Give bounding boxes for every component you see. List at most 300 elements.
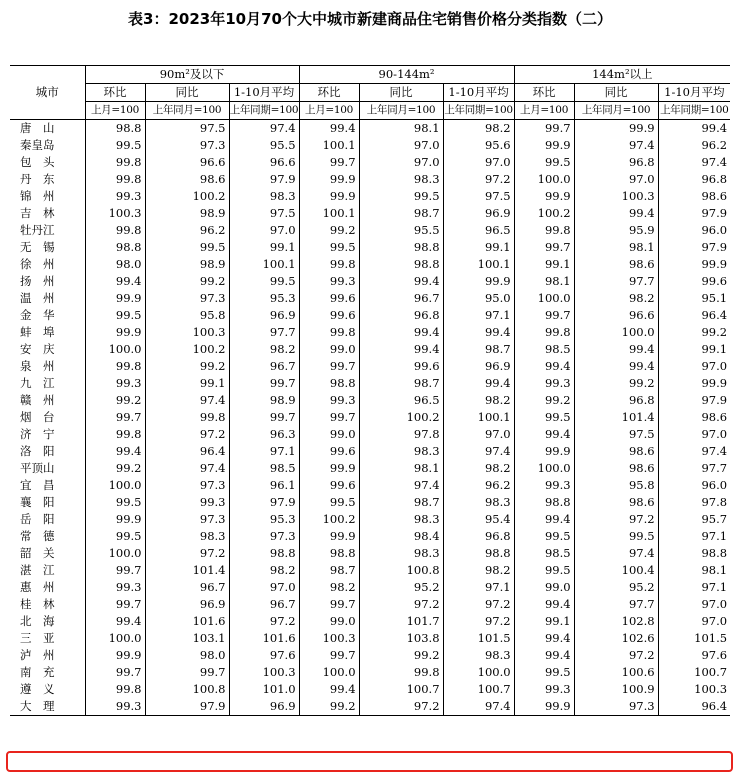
value-cell: 97.7 [658, 460, 730, 477]
value-cell: 99.7 [85, 562, 145, 579]
value-cell: 98.3 [359, 545, 443, 562]
city-column-header: 城市 [10, 66, 85, 120]
value-cell: 95.8 [145, 307, 229, 324]
value-cell: 97.5 [229, 205, 299, 222]
value-cell: 95.4 [443, 511, 514, 528]
value-cell: 99.4 [658, 120, 730, 138]
value-cell: 98.2 [443, 392, 514, 409]
value-cell: 97.2 [359, 596, 443, 613]
value-cell: 100.2 [514, 205, 574, 222]
value-cell: 97.0 [229, 579, 299, 596]
value-cell: 97.9 [658, 392, 730, 409]
city-name-cell: 扬 州 [20, 274, 55, 288]
value-cell: 99.2 [359, 647, 443, 664]
table-row [10, 562, 730, 579]
table-row [10, 596, 730, 613]
value-cell: 99.4 [85, 273, 145, 290]
page-title: 表3：2023年10月70个大中城市新建商品住宅销售价格分类指数（二） [128, 10, 612, 28]
value-cell: 97.0 [443, 426, 514, 443]
value-cell: 99.7 [85, 596, 145, 613]
city-name-cell: 唐 山 [20, 121, 55, 135]
value-cell: 96.9 [229, 307, 299, 324]
value-cell: 98.5 [229, 460, 299, 477]
value-cell: 98.4 [359, 528, 443, 545]
table-row [10, 579, 730, 596]
value-cell: 100.0 [514, 460, 574, 477]
value-cell: 100.3 [85, 205, 145, 222]
value-cell: 99.8 [145, 409, 229, 426]
city-name-cell: 遵 义 [20, 682, 55, 696]
value-cell: 99.9 [514, 188, 574, 205]
value-cell: 99.4 [574, 358, 658, 375]
value-cell: 97.1 [443, 307, 514, 324]
value-cell: 95.5 [229, 137, 299, 154]
value-cell: 99.7 [145, 664, 229, 681]
value-cell: 99.7 [299, 596, 359, 613]
city-name-cell: 宜 昌 [20, 478, 55, 492]
value-cell: 97.2 [574, 647, 658, 664]
value-cell: 95.2 [574, 579, 658, 596]
value-cell: 98.8 [658, 545, 730, 562]
value-cell: 98.0 [145, 647, 229, 664]
value-cell: 99.9 [299, 171, 359, 188]
city-name-cell: 济 宁 [20, 427, 55, 441]
value-cell: 98.6 [658, 409, 730, 426]
value-cell: 99.2 [145, 273, 229, 290]
value-cell: 100.2 [145, 341, 229, 358]
table-row [10, 681, 730, 698]
value-cell: 99.5 [299, 494, 359, 511]
table-row [10, 494, 730, 511]
value-cell: 99.4 [85, 613, 145, 630]
value-cell: 99.5 [85, 137, 145, 154]
value-cell: 99.9 [658, 375, 730, 392]
value-cell: 97.4 [359, 477, 443, 494]
value-cell: 98.2 [299, 579, 359, 596]
value-cell: 100.0 [514, 290, 574, 307]
value-cell: 99.1 [514, 613, 574, 630]
value-cell: 99.7 [514, 120, 574, 138]
value-cell: 99.5 [514, 664, 574, 681]
value-cell: 101.4 [145, 562, 229, 579]
table-row [10, 137, 730, 154]
value-cell: 96.5 [443, 222, 514, 239]
value-cell: 101.7 [359, 613, 443, 630]
city-name-cell: 温 州 [20, 291, 55, 305]
value-cell: 96.8 [359, 307, 443, 324]
value-cell: 96.8 [443, 528, 514, 545]
subheader-cell: 环比 [514, 84, 574, 102]
value-cell: 99.2 [299, 698, 359, 716]
value-cell: 97.9 [145, 698, 229, 716]
value-cell: 96.5 [359, 392, 443, 409]
value-cell: 99.1 [145, 375, 229, 392]
value-cell: 97.9 [658, 205, 730, 222]
value-cell: 99.1 [514, 256, 574, 273]
value-cell: 98.2 [229, 341, 299, 358]
value-cell: 97.2 [574, 511, 658, 528]
value-cell: 96.2 [443, 477, 514, 494]
value-cell: 98.9 [145, 256, 229, 273]
value-cell: 100.7 [658, 664, 730, 681]
value-cell: 99.8 [299, 256, 359, 273]
value-cell: 96.7 [359, 290, 443, 307]
table-row [10, 154, 730, 171]
value-cell: 99.6 [658, 273, 730, 290]
value-cell: 96.9 [443, 205, 514, 222]
value-cell: 98.6 [145, 171, 229, 188]
unit-cell: 上月=100 [85, 102, 145, 120]
table-row [10, 647, 730, 664]
table-row [10, 273, 730, 290]
value-cell: 99.6 [299, 477, 359, 494]
value-cell: 99.9 [514, 443, 574, 460]
value-cell: 99.6 [359, 358, 443, 375]
value-cell: 98.2 [443, 120, 514, 138]
value-cell: 99.4 [514, 596, 574, 613]
value-cell: 100.9 [574, 681, 658, 698]
unit-cell: 上月=100 [514, 102, 574, 120]
value-cell: 99.7 [229, 375, 299, 392]
value-cell: 97.9 [229, 171, 299, 188]
value-cell: 99.9 [299, 528, 359, 545]
value-cell: 102.8 [574, 613, 658, 630]
value-cell: 99.6 [299, 307, 359, 324]
value-cell: 99.8 [85, 358, 145, 375]
table-row [10, 630, 730, 647]
value-cell: 96.4 [658, 307, 730, 324]
value-cell: 100.8 [359, 562, 443, 579]
price-index-table [10, 65, 730, 716]
value-cell: 98.2 [443, 460, 514, 477]
value-cell: 98.1 [658, 562, 730, 579]
value-cell: 97.4 [443, 698, 514, 716]
value-cell: 97.4 [658, 443, 730, 460]
value-cell: 98.8 [85, 120, 145, 138]
value-cell: 100.0 [299, 664, 359, 681]
value-cell: 99.8 [85, 426, 145, 443]
value-cell: 98.3 [443, 494, 514, 511]
value-cell: 100.3 [299, 630, 359, 647]
value-cell: 103.1 [145, 630, 229, 647]
value-cell: 97.0 [658, 358, 730, 375]
value-cell: 99.4 [574, 205, 658, 222]
value-cell: 98.9 [229, 392, 299, 409]
value-cell: 97.4 [145, 392, 229, 409]
value-cell: 99.2 [574, 375, 658, 392]
value-cell: 102.6 [574, 630, 658, 647]
value-cell: 99.4 [359, 273, 443, 290]
value-cell: 97.3 [229, 528, 299, 545]
city-name-cell: 北 海 [20, 614, 55, 628]
value-cell: 99.5 [299, 239, 359, 256]
value-cell: 97.5 [145, 120, 229, 138]
unit-cell: 上月=100 [299, 102, 359, 120]
value-cell: 99.4 [299, 120, 359, 138]
value-cell: 95.0 [443, 290, 514, 307]
value-cell: 98.7 [359, 494, 443, 511]
value-cell: 95.7 [658, 511, 730, 528]
value-cell: 98.8 [299, 545, 359, 562]
value-cell: 98.8 [359, 239, 443, 256]
city-name-cell: 安 庆 [20, 342, 55, 356]
value-cell: 100.0 [574, 324, 658, 341]
value-cell: 97.0 [359, 137, 443, 154]
value-cell: 95.6 [443, 137, 514, 154]
value-cell: 99.7 [85, 664, 145, 681]
value-cell: 99.4 [514, 426, 574, 443]
value-cell: 99.5 [514, 528, 574, 545]
value-cell: 99.9 [85, 290, 145, 307]
value-cell: 99.5 [574, 528, 658, 545]
value-cell: 99.8 [85, 222, 145, 239]
value-cell: 97.1 [443, 579, 514, 596]
city-name-cell: 包 头 [20, 155, 55, 169]
value-cell: 99.8 [85, 154, 145, 171]
value-cell: 99.7 [299, 358, 359, 375]
city-name-cell: 岳 阳 [20, 512, 55, 526]
highlight-box [6, 751, 733, 772]
value-cell: 97.4 [658, 154, 730, 171]
value-cell: 100.0 [85, 341, 145, 358]
value-cell: 99.9 [574, 120, 658, 138]
table-row [10, 545, 730, 562]
table-row [10, 239, 730, 256]
value-cell: 98.6 [658, 188, 730, 205]
value-cell: 97.0 [658, 596, 730, 613]
value-cell: 100.6 [574, 664, 658, 681]
value-cell: 101.0 [229, 681, 299, 698]
value-cell: 95.8 [574, 477, 658, 494]
value-cell: 99.2 [299, 222, 359, 239]
table-row [10, 613, 730, 630]
value-cell: 98.3 [359, 443, 443, 460]
value-cell: 98.1 [514, 273, 574, 290]
value-cell: 97.3 [145, 511, 229, 528]
subheader-cell: 1-10月平均 [443, 84, 514, 102]
value-cell: 99.7 [514, 239, 574, 256]
value-cell: 97.2 [443, 596, 514, 613]
value-cell: 95.3 [229, 511, 299, 528]
value-cell: 99.5 [359, 188, 443, 205]
value-cell: 100.2 [145, 188, 229, 205]
value-cell: 101.5 [658, 630, 730, 647]
value-cell: 99.3 [299, 273, 359, 290]
value-cell: 99.2 [514, 392, 574, 409]
value-cell: 96.1 [229, 477, 299, 494]
unit-cell: 上年同月=100 [145, 102, 229, 120]
subheader-cell: 同比 [574, 84, 658, 102]
value-cell: 99.7 [299, 154, 359, 171]
value-cell: 98.8 [85, 239, 145, 256]
table-row [10, 290, 730, 307]
value-cell: 98.3 [229, 188, 299, 205]
value-cell: 97.6 [658, 647, 730, 664]
value-cell: 97.1 [658, 579, 730, 596]
group-header-small: 90m²及以下 [85, 66, 299, 84]
value-cell: 100.1 [229, 256, 299, 273]
value-cell: 99.9 [514, 698, 574, 716]
city-name-cell: 平顶山 [20, 461, 55, 475]
value-cell: 99.2 [85, 460, 145, 477]
value-cell: 98.3 [359, 171, 443, 188]
value-cell: 100.0 [85, 545, 145, 562]
value-cell: 99.7 [514, 307, 574, 324]
value-cell: 98.1 [574, 239, 658, 256]
table-row [10, 307, 730, 324]
value-cell: 98.1 [359, 460, 443, 477]
value-cell: 97.5 [443, 188, 514, 205]
value-cell: 98.6 [574, 494, 658, 511]
value-cell: 99.9 [299, 188, 359, 205]
city-name-cell: 三 亚 [20, 631, 55, 645]
value-cell: 99.3 [85, 375, 145, 392]
value-cell: 96.6 [574, 307, 658, 324]
table-row [10, 392, 730, 409]
value-cell: 99.3 [85, 188, 145, 205]
value-cell: 97.3 [145, 290, 229, 307]
city-name-cell: 赣 州 [20, 393, 55, 407]
value-cell: 96.6 [145, 154, 229, 171]
value-cell: 101.5 [443, 630, 514, 647]
value-cell: 99.0 [299, 426, 359, 443]
value-cell: 99.4 [514, 511, 574, 528]
value-cell: 96.8 [574, 154, 658, 171]
value-cell: 100.2 [359, 409, 443, 426]
value-cell: 97.1 [229, 443, 299, 460]
value-cell: 95.1 [658, 290, 730, 307]
value-cell: 99.9 [299, 460, 359, 477]
value-cell: 99.2 [658, 324, 730, 341]
value-cell: 100.3 [658, 681, 730, 698]
value-cell: 97.2 [443, 613, 514, 630]
value-cell: 98.8 [299, 375, 359, 392]
value-cell: 99.4 [359, 324, 443, 341]
value-cell: 99.9 [85, 647, 145, 664]
value-cell: 99.5 [514, 154, 574, 171]
value-cell: 99.1 [443, 239, 514, 256]
value-cell: 96.3 [229, 426, 299, 443]
value-cell: 99.9 [658, 256, 730, 273]
value-cell: 97.3 [574, 698, 658, 716]
value-cell: 99.4 [299, 681, 359, 698]
value-cell: 99.3 [85, 579, 145, 596]
value-cell: 98.2 [443, 562, 514, 579]
value-cell: 96.8 [658, 171, 730, 188]
value-cell: 96.7 [145, 579, 229, 596]
city-name-cell: 桂 林 [20, 597, 55, 611]
table-row [10, 443, 730, 460]
table-row [10, 460, 730, 477]
city-name-cell: 韶 关 [20, 546, 55, 560]
group-header-large: 144m²以上 [514, 66, 730, 84]
value-cell: 97.4 [443, 443, 514, 460]
value-cell: 96.2 [145, 222, 229, 239]
value-cell: 98.6 [574, 460, 658, 477]
value-cell: 97.8 [359, 426, 443, 443]
value-cell: 99.8 [85, 171, 145, 188]
value-cell: 96.7 [229, 358, 299, 375]
value-cell: 97.0 [229, 222, 299, 239]
value-cell: 99.0 [299, 341, 359, 358]
value-cell: 100.3 [574, 188, 658, 205]
city-name-cell: 大 理 [10, 698, 85, 716]
value-cell: 100.0 [443, 664, 514, 681]
value-cell: 99.1 [229, 239, 299, 256]
value-cell: 99.8 [299, 324, 359, 341]
value-cell: 101.6 [145, 613, 229, 630]
value-cell: 97.9 [658, 239, 730, 256]
city-name-cell: 泸 州 [20, 648, 55, 662]
value-cell: 100.8 [145, 681, 229, 698]
value-cell: 97.7 [229, 324, 299, 341]
table-row [10, 477, 730, 494]
table-row [10, 188, 730, 205]
value-cell: 99.5 [514, 409, 574, 426]
value-cell: 97.0 [658, 426, 730, 443]
city-name-cell: 丹 东 [20, 172, 55, 186]
value-cell: 99.3 [514, 681, 574, 698]
table-row [10, 528, 730, 545]
value-cell: 97.0 [658, 613, 730, 630]
value-cell: 97.6 [229, 647, 299, 664]
value-cell: 100.3 [145, 324, 229, 341]
value-cell: 98.5 [514, 545, 574, 562]
value-cell: 97.1 [658, 528, 730, 545]
value-cell: 99.3 [145, 494, 229, 511]
value-cell: 99.7 [299, 647, 359, 664]
value-cell: 98.8 [443, 545, 514, 562]
value-cell: 97.4 [574, 137, 658, 154]
value-cell: 97.7 [574, 273, 658, 290]
value-cell: 95.9 [574, 222, 658, 239]
value-cell: 99.7 [299, 409, 359, 426]
value-cell: 99.4 [85, 443, 145, 460]
value-cell: 98.9 [145, 205, 229, 222]
value-cell: 96.4 [658, 698, 730, 716]
city-name-cell: 秦皇岛 [20, 138, 55, 152]
unit-cell: 上年同期=100 [443, 102, 514, 120]
value-cell: 101.4 [574, 409, 658, 426]
value-cell: 98.2 [229, 562, 299, 579]
value-cell: 99.8 [359, 664, 443, 681]
value-cell: 97.0 [574, 171, 658, 188]
value-cell: 100.1 [443, 256, 514, 273]
value-cell: 97.4 [145, 460, 229, 477]
value-cell: 97.2 [145, 545, 229, 562]
value-cell: 99.9 [85, 324, 145, 341]
value-cell: 98.8 [514, 494, 574, 511]
city-name-cell: 南 充 [20, 665, 55, 679]
table-row [10, 171, 730, 188]
value-cell: 96.7 [229, 596, 299, 613]
value-cell: 97.0 [443, 154, 514, 171]
value-cell: 96.8 [574, 392, 658, 409]
value-cell: 98.7 [359, 375, 443, 392]
value-cell: 99.5 [85, 307, 145, 324]
value-cell: 99.5 [229, 273, 299, 290]
value-cell: 97.2 [145, 426, 229, 443]
table-row [10, 426, 730, 443]
value-cell: 97.5 [574, 426, 658, 443]
value-cell: 101.6 [229, 630, 299, 647]
value-cell: 98.1 [359, 120, 443, 138]
city-name-cell: 蚌 埠 [20, 325, 55, 339]
value-cell: 96.9 [229, 698, 299, 716]
city-name-cell: 无 锡 [20, 240, 55, 254]
value-cell: 99.6 [299, 290, 359, 307]
value-cell: 97.0 [359, 154, 443, 171]
